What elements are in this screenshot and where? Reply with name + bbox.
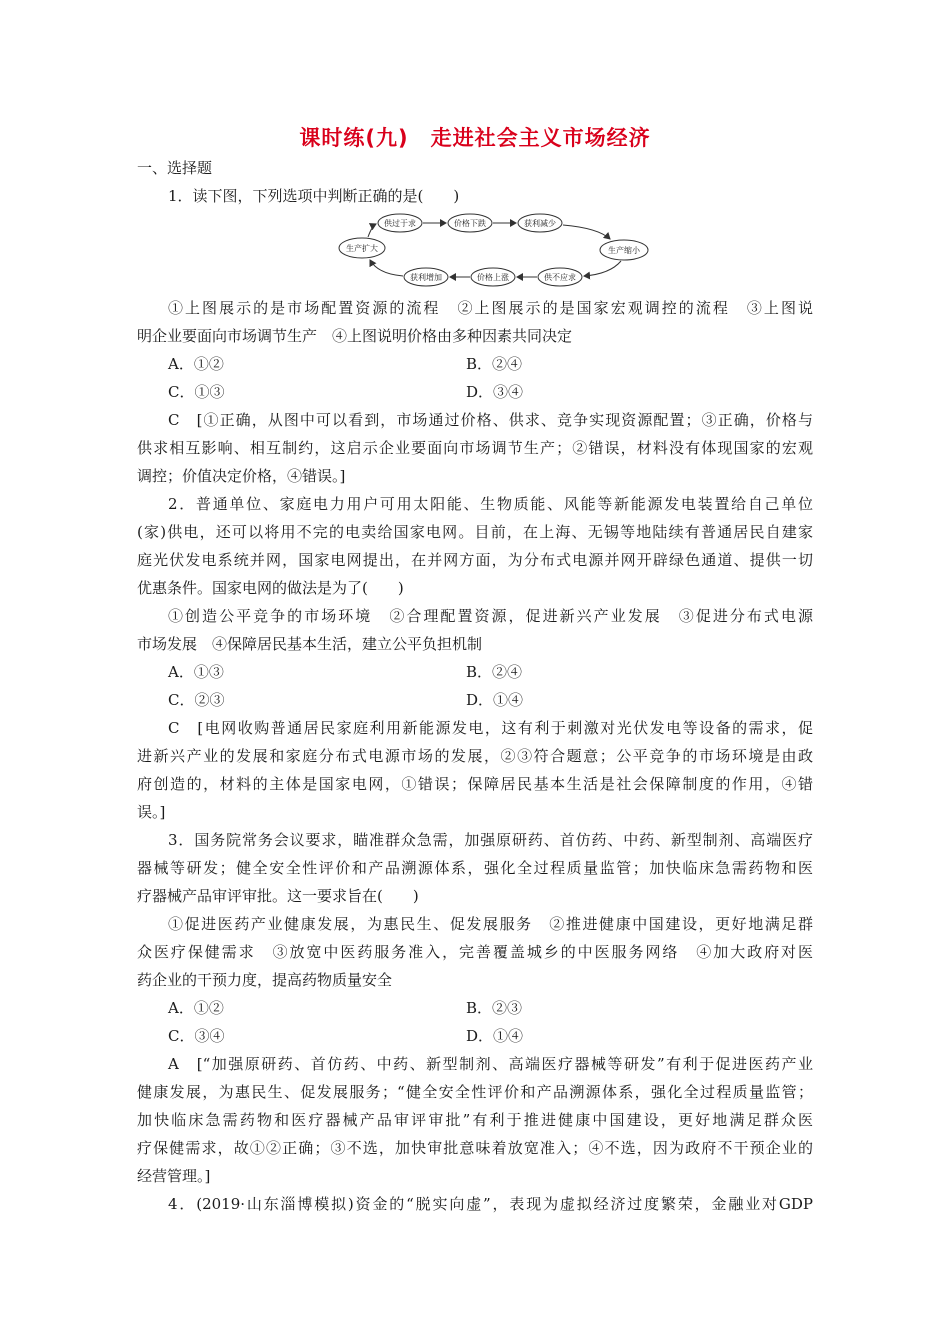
q2-statement-line: 市场发展 ④保障居民基本生活，建立公平负担机制 <box>137 635 483 653</box>
q2-answer-line: 进新兴产业的发展和家庭分布式电源市场的发展，②③符合题意；公平竞争的市场环境是由政 <box>137 747 813 765</box>
q1-answer-line: 供求相互影响、相互制约，这启示企业要面向市场调节生产；②错误，材料没有体现国家的宏观 <box>137 439 813 457</box>
node-label: 获利减少 <box>524 219 556 228</box>
q3-statement-line: 众医疗保健需求 ③放宽中医药服务准入，完善覆盖城乡的中医服务网络 ④加大政府对医 <box>137 943 813 961</box>
node-6 <box>471 268 515 286</box>
arrow <box>370 260 403 276</box>
q1-answer-line: 调控；价值决定价格，④错误。] <box>137 467 346 485</box>
q3-answer-line: 疗保健需求，故①②正确；③不选，加快审批意味着放宽准入；④不选，因为政府不干预企业的 <box>137 1139 813 1157</box>
q2-stem-line: (家)供电，还可以将用不完的电卖给国家电网。目前，在上海、无锡等地陆续有普通居民自建家 <box>137 523 813 541</box>
q1-stem: 1．读下图，下列选项中判断正确的是( ) <box>168 187 460 205</box>
q2-answer-line: 误。] <box>137 803 166 821</box>
q3-option-d: D．①④ <box>466 1027 524 1045</box>
q1-statement-line: 明企业要面向市场调节生产 ④上图说明价格由多种因素共同决定 <box>137 327 573 345</box>
q3-answer-line: 加快临床急需药物和医疗器械产品审评审批”有利于推进健康中国建设，更好地满足群众医 <box>137 1111 813 1129</box>
q1-option-c: C．①③ <box>168 383 225 401</box>
node-label: 供过于求 <box>384 219 416 228</box>
node-label: 生产缩小 <box>608 246 640 255</box>
q3-stem-line: 器械等研发；健全安全性评价和产品溯源体系，强化全过程质量监管；加快临床急需药物和医 <box>137 859 813 877</box>
q1-statement-line: ①上图展示的是市场配置资源的流程 ②上图展示的是国家宏观调控的流程 ③上图说 <box>168 299 813 317</box>
q2-answer-line: C [电网收购普通居民家庭利用新能源发电，这有利于刺激对光伏发电等设备的需求，促 <box>168 719 813 737</box>
q1-option-a: A．①② <box>168 355 224 373</box>
node-7 <box>404 268 448 286</box>
q3-statement-line: ①促进医药产业健康发展，为惠民生、促发展服务 ②推进健康中国建设，更好地满足群 <box>168 915 813 933</box>
arrow <box>584 261 621 276</box>
q2-stem-line: 2．普通单位、家庭电力用户可用太阳能、生物质能、风能等新能源发电装置给自己单位 <box>168 495 813 513</box>
q3-answer-line: 经营管理。] <box>137 1167 211 1185</box>
q1-option-d: D．③④ <box>466 383 524 401</box>
q3-option-b: B．②③ <box>466 999 523 1017</box>
node-4 <box>600 240 648 260</box>
q2-option-b: B．②④ <box>466 663 523 681</box>
node-label: 价格上涨 <box>477 273 509 282</box>
node-label: 供不应求 <box>544 273 576 282</box>
q1-option-b: B．②④ <box>466 355 523 373</box>
node-1 <box>378 214 422 232</box>
q3-statement-line: 药企业的干预力度，提高药物质量安全 <box>137 971 393 989</box>
node-label: 生产扩大 <box>346 244 378 253</box>
q3-answer-line: 健康发展，为惠民生、促发展服务；“健全安全性评价和产品溯源体系，强化全过程质量监管； <box>137 1083 813 1101</box>
q1-answer-line: C [①正确，从图中可以看到，市场通过价格、供求、竞争实现资源配置；③正确，价格与 <box>168 411 813 429</box>
node-2 <box>448 214 492 232</box>
node-5 <box>538 268 582 286</box>
q2-option-a: A．①③ <box>168 663 224 681</box>
node-label: 获利增加 <box>410 273 442 282</box>
arrow <box>368 224 376 237</box>
arrow <box>563 225 610 239</box>
q2-answer-line: 府创造的，材料的主体是国家电网，①错误；保障居民基本生活是社会保障制度的作用，④错 <box>137 775 813 793</box>
q3-stem-line: 3．国务院常务会议要求，瞄准群众急需，加强原研药、首仿药、中药、新型制剂、高端医疗 <box>168 831 813 849</box>
q4-stem-line: 4．(2019·山东淄博模拟)资金的“脱实向虚”，表现为虚拟经济过度繁荣，金融业对GDP <box>168 1195 813 1213</box>
q2-stem-line: 庭光伏发电系统并网，国家电网提出，在并网方面，为分布式电源并网开辟绿色通道、提供一切 <box>137 551 813 569</box>
node-8 <box>339 238 385 258</box>
market-cycle-diagram <box>338 210 654 290</box>
q3-option-a: A．①② <box>168 999 224 1017</box>
q2-option-d: D．①④ <box>466 691 524 709</box>
q3-stem-line: 疗器械产品审评审批。这一要求旨在( ) <box>137 887 419 905</box>
section-heading: 一、选择题 <box>137 159 213 177</box>
q3-answer-line: A [“加强原研药、首仿药、中药、新型制剂、高端医疗器械等研发”有利于促进医药产业 <box>168 1055 813 1073</box>
page-title: 课时练(九) 走进社会主义市场经济 <box>299 126 651 150</box>
q3-option-c: C．③④ <box>168 1027 225 1045</box>
q2-option-c: C．②③ <box>168 691 225 709</box>
q2-statement-line: ①创造公平竞争的市场环境 ②合理配置资源，促进新兴产业发展 ③促进分布式电源 <box>168 607 813 625</box>
node-3 <box>518 214 562 232</box>
q2-stem-line: 优惠条件。国家电网的做法是为了( ) <box>137 579 404 597</box>
node-label: 价格下跌 <box>454 219 486 228</box>
